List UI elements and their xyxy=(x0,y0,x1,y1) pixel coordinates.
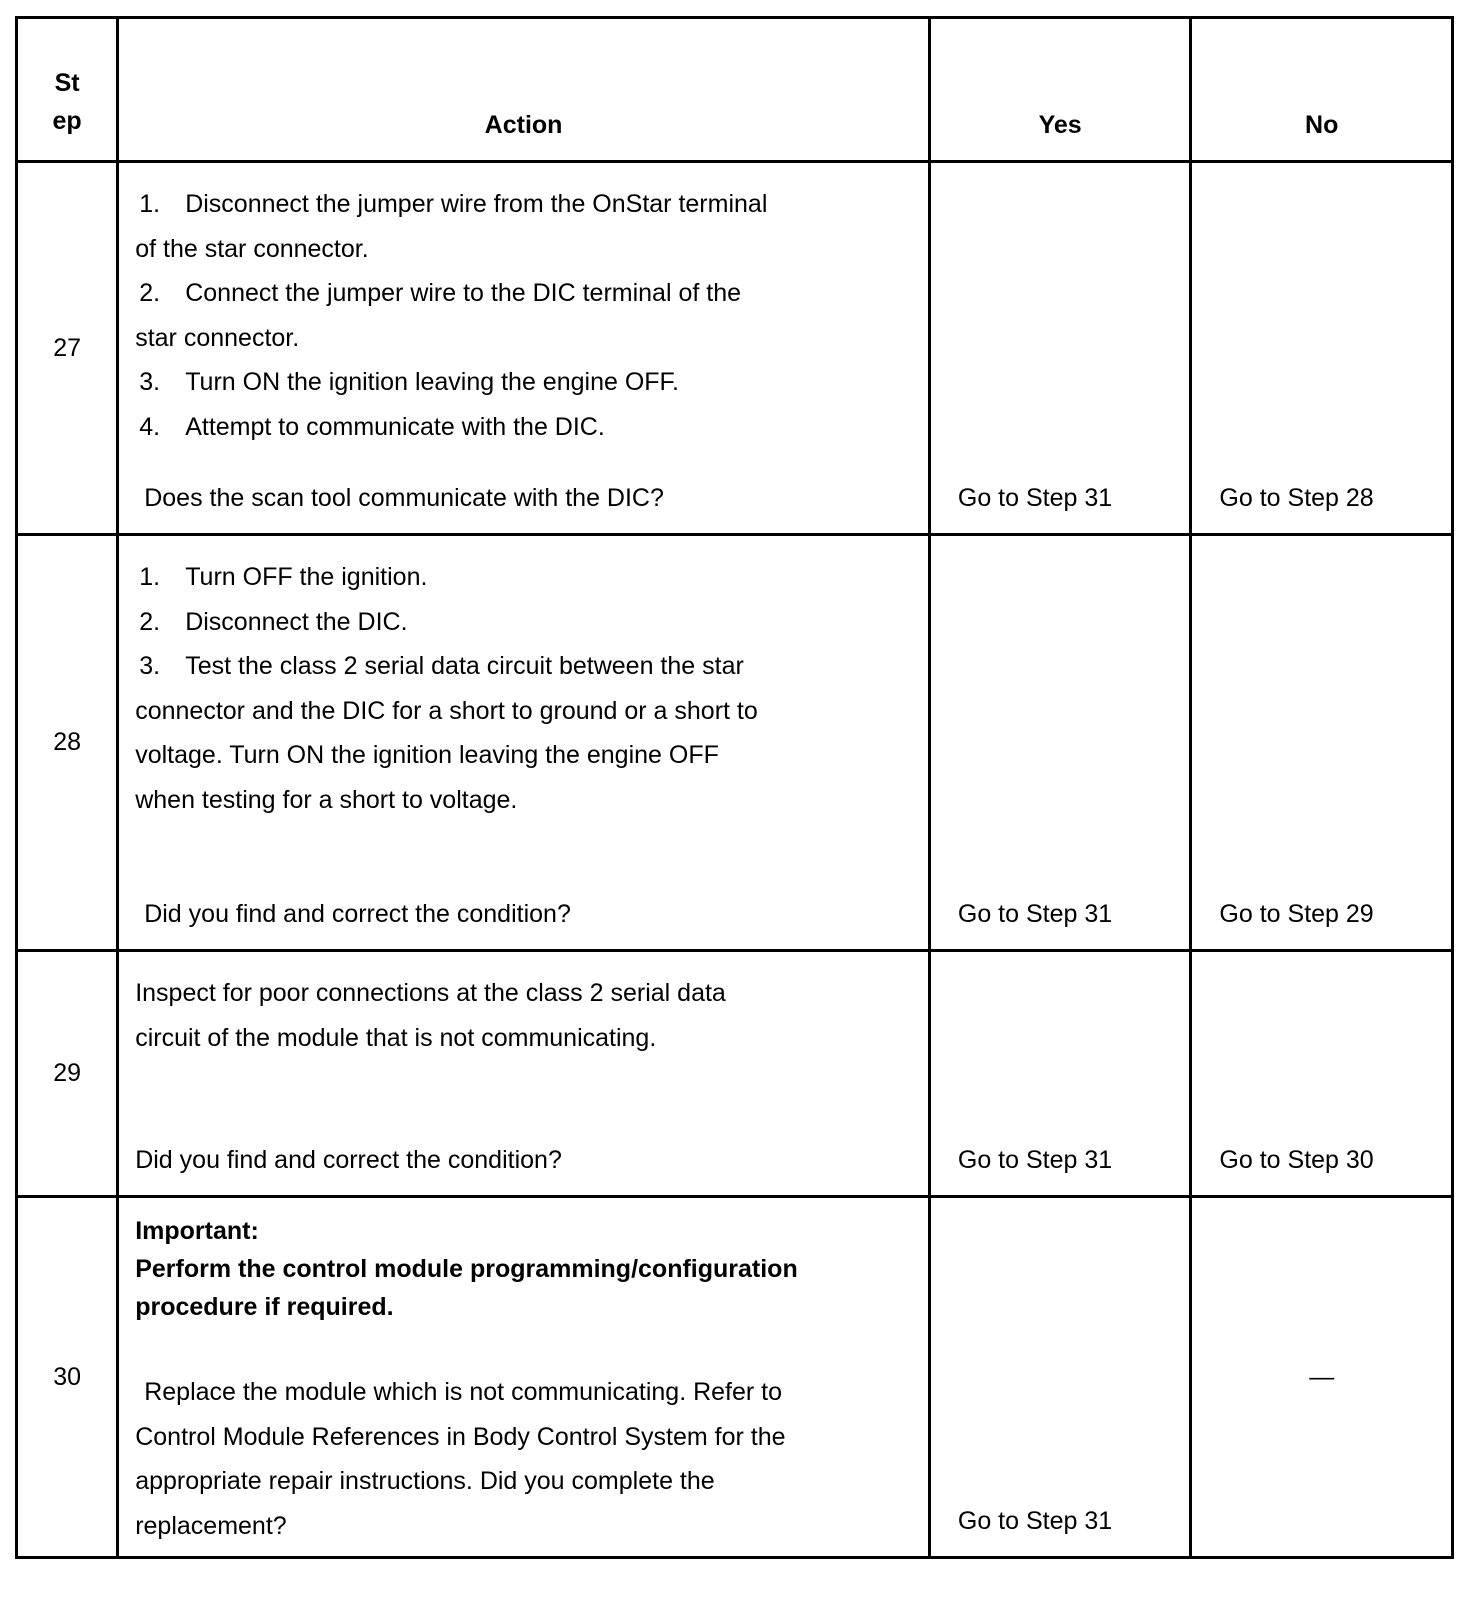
yes-cell: Go to Step 31 xyxy=(929,162,1191,535)
yes-cell: Go to Step 31 xyxy=(929,951,1191,1197)
header-step-line2: ep xyxy=(52,107,82,135)
action-item-continued: of the star connector. xyxy=(135,234,369,263)
yes-cell: Go to Step 31 xyxy=(929,535,1191,951)
important-text: Perform the control module programming/configuration xyxy=(135,1255,798,1283)
header-yes: Yes xyxy=(929,18,1191,162)
diagnostic-steps-table xyxy=(15,16,1454,1559)
action-cell xyxy=(118,162,930,535)
no-cell: Go to Step 28 xyxy=(1191,162,1453,535)
table-row xyxy=(17,162,1453,535)
header-row xyxy=(17,18,1453,162)
action-line: appropriate repair instructions. Did you complete the xyxy=(135,1467,715,1495)
action-cell xyxy=(118,1197,930,1558)
action-item-continued: voltage. Turn ON the ignition leaving the engine OFF xyxy=(135,741,719,769)
action-item-continued: connector and the DIC for a short to ground or a short to xyxy=(135,696,758,725)
important-text: procedure if required. xyxy=(135,1293,394,1321)
step-number: 28 xyxy=(17,535,118,951)
action-line: Replace the module which is not communicating. Refer to xyxy=(144,1378,783,1406)
action-item: 1. Disconnect the jumper wire from the OnStar terminal xyxy=(139,190,768,218)
step-number: 29 xyxy=(17,951,118,1197)
header-no: No xyxy=(1191,18,1453,162)
header-step-line1: St xyxy=(54,69,80,97)
action-line: replacement? xyxy=(135,1511,287,1540)
action-question: Did you find and correct the condition? xyxy=(144,900,571,928)
important-note xyxy=(135,1212,878,1326)
action-question: Did you find and correct the condition? xyxy=(135,1146,562,1174)
action-item-continued: when testing for a short to voltage. xyxy=(135,785,518,814)
action-item: 4. Attempt to communicate with the DIC. xyxy=(139,412,605,441)
action-line: Control Module References in Body Control System for the xyxy=(135,1422,786,1451)
action-line: circuit of the module that is not communicating. xyxy=(135,1023,657,1052)
action-item: 2. Disconnect the DIC. xyxy=(139,607,408,636)
step-number: 30 xyxy=(17,1197,118,1558)
header-action: Action xyxy=(118,18,930,162)
action-item: 3. Test the class 2 serial data circuit between the star xyxy=(139,652,744,680)
important-label: Important: xyxy=(135,1217,259,1245)
action-question: Does the scan tool communicate with the DIC? xyxy=(144,484,664,512)
table-row xyxy=(17,951,1453,1197)
action-item: 2. Connect the jumper wire to the DIC terminal of the xyxy=(139,279,742,307)
action-line: Inspect for poor connections at the class 2 serial data xyxy=(135,979,726,1007)
action-cell xyxy=(118,535,930,951)
no-cell: — xyxy=(1191,1197,1453,1558)
action-item: 3. Turn ON the ignition leaving the engine OFF. xyxy=(139,368,679,396)
step-number: 27 xyxy=(17,162,118,535)
action-cell xyxy=(118,951,930,1197)
header-step xyxy=(17,18,118,162)
action-item-continued: star connector. xyxy=(135,323,300,352)
no-cell: Go to Step 29 xyxy=(1191,535,1453,951)
yes-cell: Go to Step 31 xyxy=(929,1197,1191,1558)
table-row xyxy=(17,535,1453,951)
action-item: 1. Turn OFF the ignition. xyxy=(139,563,428,591)
table-row xyxy=(17,1197,1453,1558)
no-cell: Go to Step 30 xyxy=(1191,951,1453,1197)
